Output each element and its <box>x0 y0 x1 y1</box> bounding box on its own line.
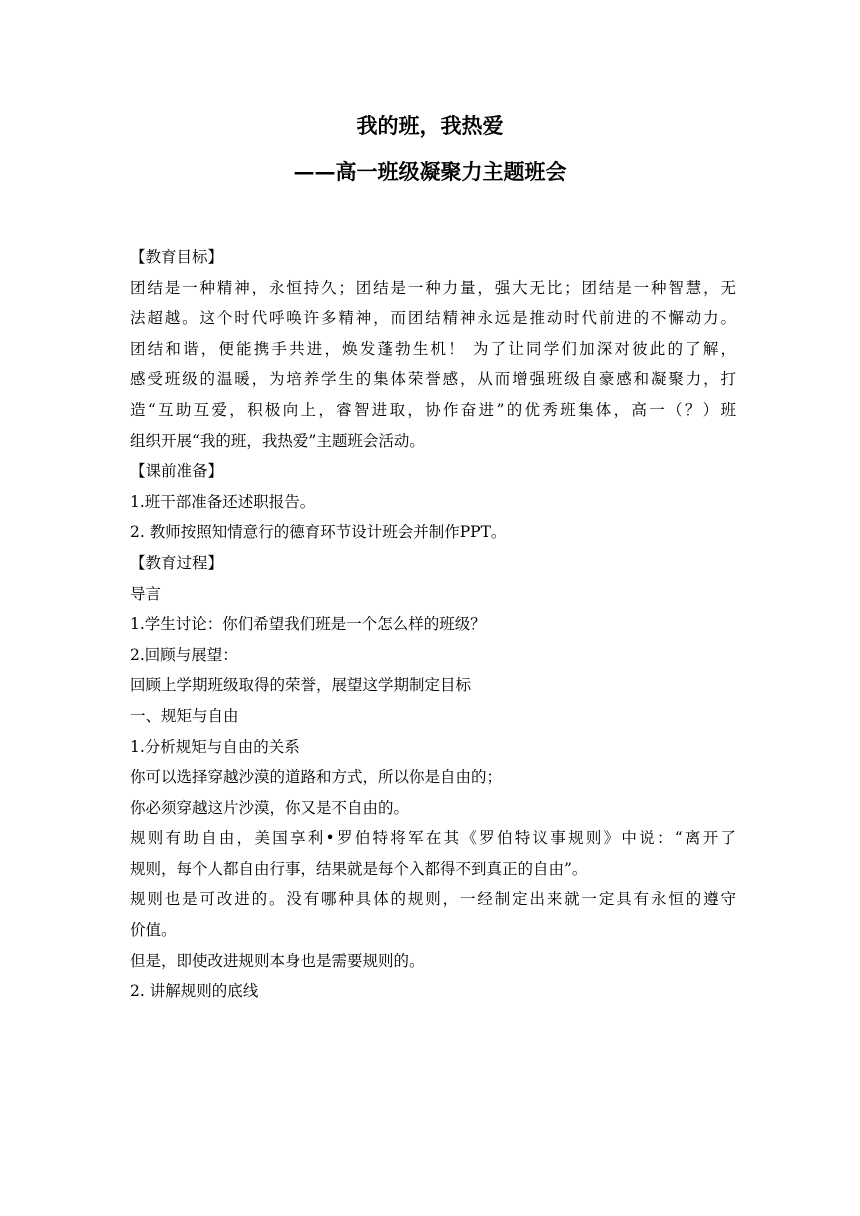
body-line: 团结和谐，便能携手共进，焕发蓬勃生机！ 为了让同学们加深对彼此的了解， <box>130 339 736 358</box>
body-line: 2.回顾与展望： <box>130 645 238 664</box>
body-line: 规则有助自由，美国享利•罗伯特将军在其《罗伯特议事规则》中说：“离开了 <box>130 829 736 848</box>
body-line: 1.学生讨论：你们希望我们班是一个怎么样的班级？ <box>130 615 486 634</box>
document-title: 我的班，我热爱 <box>356 113 504 138</box>
body-line: 造“互助互爱，积极向上，睿智进取，协作奋进”的优秀班集体，高一（？）班 <box>130 400 736 419</box>
body-line: 1.班干部准备还述职报告。 <box>130 492 316 511</box>
body-line: 2. 教师按照知情意行的德育环节设计班会并制作PPT。 <box>130 523 507 542</box>
body-line: 【教育目标】 <box>130 248 224 266</box>
body-line: 你可以选择穿越沙漠的道路和方式，所以你是自由的； <box>130 768 503 787</box>
body-line: 回顾上学期班级取得的荣誉，展望这学期制定目标 <box>130 676 472 695</box>
body-line: 价值。 <box>130 921 177 940</box>
body-line: 团结是一种精神，永恒持久；团结是一种力量，强大无比；团结是一种智慧，无 <box>130 278 736 297</box>
body-line: 一、规矩与自由 <box>130 706 239 725</box>
body-line: 1.分析规矩与自由的关系 <box>130 737 300 756</box>
body-line: 【教育过程】 <box>130 553 224 572</box>
body-line: 法超越。这个时代呼唤许多精神，而团结精神永远是推动时代前进的不懈动力。 <box>130 309 736 328</box>
body-line: 规则，每个人都自由行事，结果就是每个入都得不到真正的自由”。 <box>130 859 588 878</box>
body-line: 组织开展“我的班，我热爱”主题班会活动。 <box>130 431 425 450</box>
document-subtitle: ——高一班级凝聚力主题班会 <box>293 159 567 184</box>
body-line: 你必须穿越这片沙漠，你又是不自由的。 <box>130 798 410 817</box>
document-body <box>130 242 736 1007</box>
body-line: 感受班级的温暖，为培养学生的集体荣誉感，从而增强班级自豪感和凝聚力，打 <box>130 370 736 389</box>
body-line: 但是，即使改进规则本身也是需要规则的。 <box>130 951 425 970</box>
body-line: 【课前准备】 <box>130 462 224 481</box>
body-line: 2. 讲解规则的底线 <box>130 982 259 1001</box>
body-line: 导言 <box>130 584 162 603</box>
body-line: 规则也是可改进的。没有哪种具体的规则，一经制定出来就一定具有永恒的遵守 <box>130 890 736 909</box>
